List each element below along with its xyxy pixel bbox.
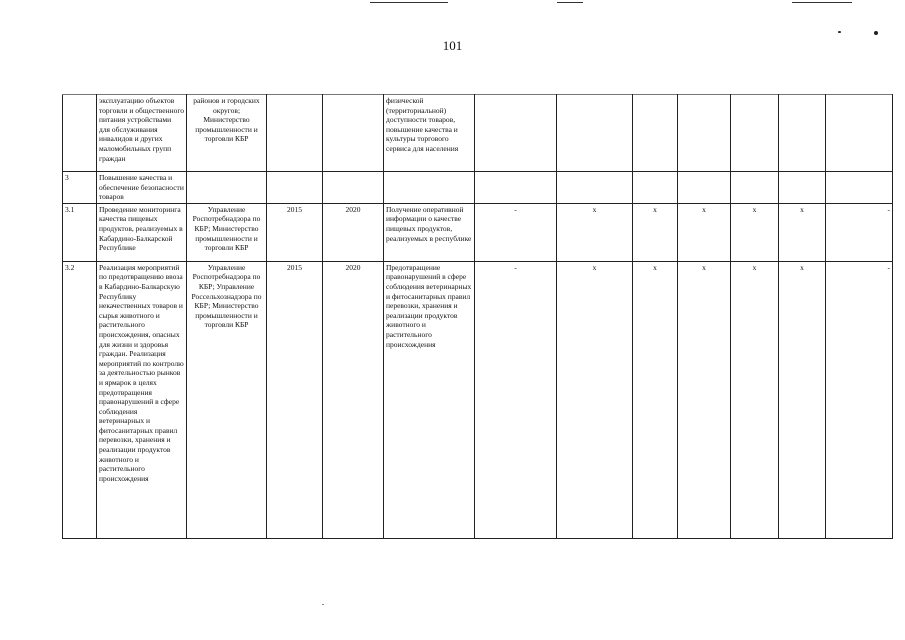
year-mark: [731, 172, 779, 204]
year-mark: -: [826, 261, 893, 538]
year-mark: [633, 172, 678, 204]
year-mark: [475, 95, 557, 172]
year-mark: [557, 95, 633, 172]
year-mark: [779, 172, 826, 204]
expected-result: Получение оперативной информации о качестве пищевых продуктов, реализуемых в республике: [384, 203, 475, 261]
executor: Управление Роспотребнадзора по КБР; Управление Россельхознадзора по КБР; Министерство промышленности и торговли КБР: [187, 261, 267, 538]
year-mark: [557, 172, 633, 204]
year-mark: [826, 95, 893, 172]
year-mark: x: [678, 203, 731, 261]
year-mark: x: [779, 261, 826, 538]
table-row: [63, 261, 893, 538]
year-mark: x: [633, 261, 678, 538]
row-number: 3: [63, 172, 97, 204]
row-number: 3.1: [63, 203, 97, 261]
header-rule-2: [557, 2, 583, 3]
measures-table: [62, 94, 893, 539]
year-mark: [731, 95, 779, 172]
year-mark: x: [731, 203, 779, 261]
executor: [187, 172, 267, 204]
year-mark: [678, 95, 731, 172]
scan-speck: [874, 31, 878, 35]
year-mark: x: [779, 203, 826, 261]
year-mark: [475, 172, 557, 204]
measure-name: Проведение мониторинга качества пищевых продуктов, реализуемых в Кабардино-Балкарской Республике: [97, 203, 187, 261]
end-year: 2020: [323, 261, 384, 538]
executor: районов и городских округов; Министерство промышленности и торговли КБР: [187, 95, 267, 172]
end-year: 2020: [323, 203, 384, 261]
scan-speck: [322, 604, 324, 605]
measure-name: Реализация мероприятий по предотвращению ввоза в Кабардино-Балкарскую Республику некачественных товаров и сырья животного и растительного происхождения, опасных для жизни и здоровья граждан. Реализация мероприятий по контролю за деятельностью рынков и ярмарок в целях предотвращения правонарушений в сфере соблюдения ветеринарных и фитосанитарных правил перевозки, хранения и реализации продуктов животного и растительного происхождения: [97, 261, 187, 538]
row-number: 3.2: [63, 261, 97, 538]
expected-result: [384, 172, 475, 204]
year-mark: x: [633, 203, 678, 261]
year-mark: -: [475, 261, 557, 538]
expected-result: физической (территориальной) доступности товаров, повышение качества и культуры торгового сервиса для населения: [384, 95, 475, 172]
year-mark: [678, 172, 731, 204]
year-mark: [633, 95, 678, 172]
start-year: [267, 172, 323, 204]
scan-speck: [838, 31, 841, 33]
year-mark: [826, 172, 893, 204]
year-mark: x: [557, 261, 633, 538]
row-number: [63, 95, 97, 172]
table-row: [63, 95, 893, 172]
end-year: [323, 95, 384, 172]
executor: Управление Роспотребнадзора по КБР; Министерство промышленности и торговли КБР: [187, 203, 267, 261]
start-year: 2015: [267, 261, 323, 538]
year-mark: x: [731, 261, 779, 538]
table-row: [63, 203, 893, 261]
year-mark: -: [475, 203, 557, 261]
year-mark: x: [678, 261, 731, 538]
expected-result: Предотвращение правонарушений в сфере соблюдения ветеринарных и фитосанитарных правил перевозки, хранения и реализации продуктов животного и растительного происхождения: [384, 261, 475, 538]
table-row: [63, 172, 893, 204]
measure-name: Повышение качества и обеспечение безопасности товаров: [97, 172, 187, 204]
header-rule-1: [370, 2, 448, 3]
header-rule-3: [792, 2, 852, 3]
page-number: 101: [442, 38, 463, 53]
year-mark: -: [826, 203, 893, 261]
start-year: [267, 95, 323, 172]
year-mark: x: [557, 203, 633, 261]
start-year: 2015: [267, 203, 323, 261]
year-mark: [779, 95, 826, 172]
end-year: [323, 172, 384, 204]
measure-name: эксплуатацию объектов торговли и общественного питания устройствами для обслуживания инвалидов и других маломобильных групп граждан: [97, 95, 187, 172]
